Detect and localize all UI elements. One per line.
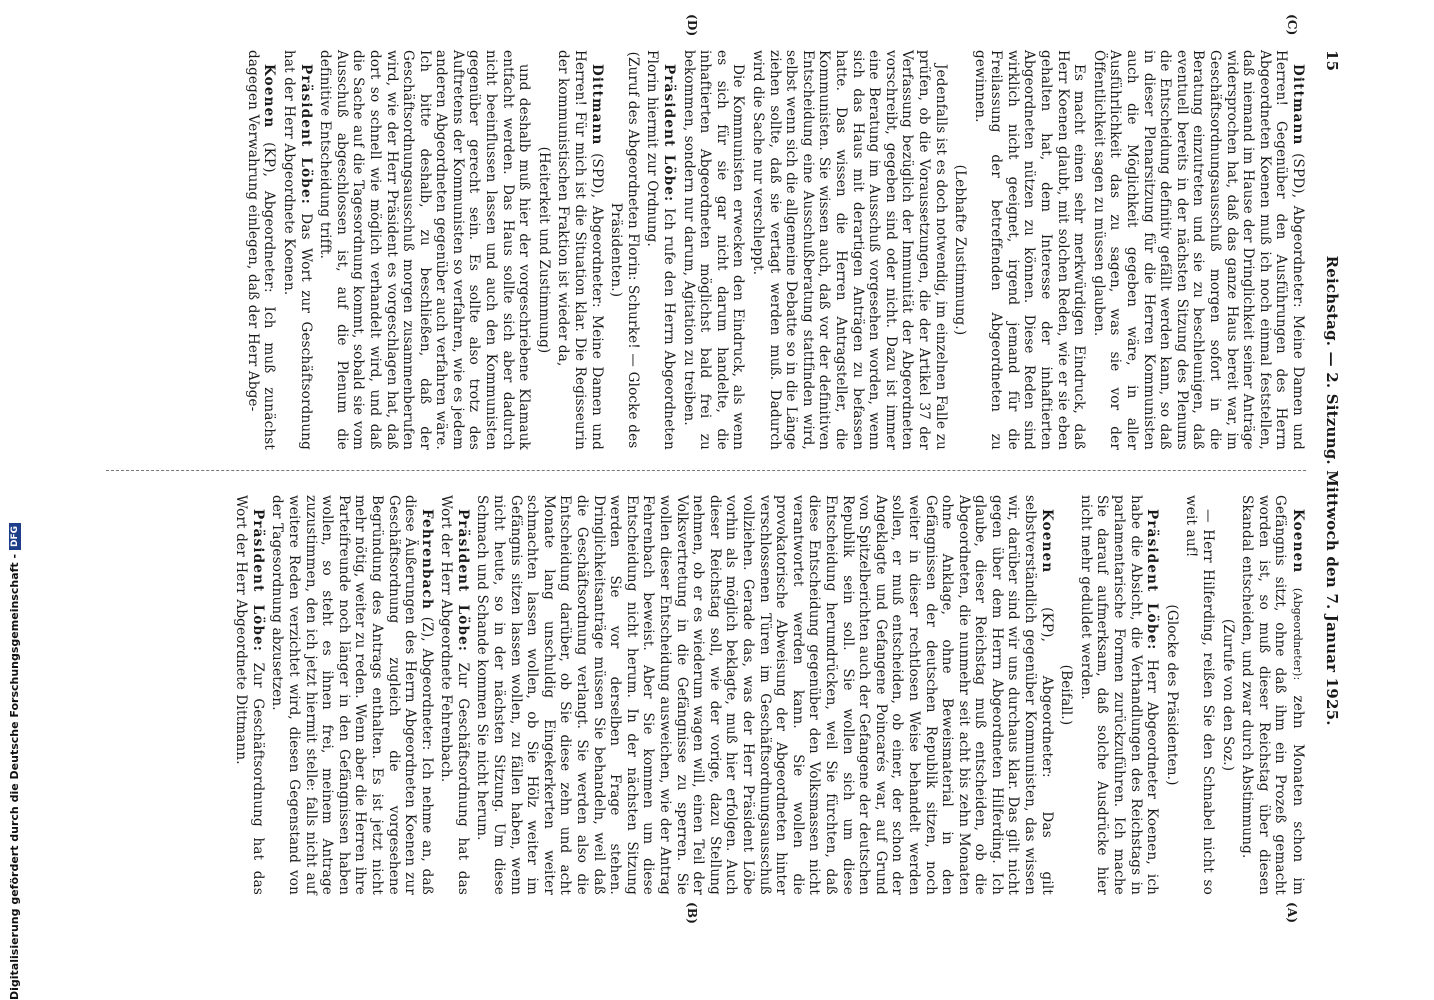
paragraph — [1183, 495, 1216, 895]
speaker-name: Präsident Löbe: — [249, 509, 266, 653]
paragraph-text: Zur Geschäftsordnung hat das Wort der Herr Abgeordnete Fehrenbach. — [438, 495, 471, 895]
paragraph-text: Herr Abgeordneter Koenen, ich habe die Absicht, die Verhandlungen des Reichstags in parlamentarische Formen zurückzuführen. Ich mache Sie darauf aufmerksam, daß solche Ausdrücke hier nicht mehr geduldet werden. — [1077, 495, 1161, 895]
margin-mark-c: (C) — [1285, 14, 1299, 36]
paragraph — [555, 50, 605, 450]
digitization-credit — [8, 523, 21, 1000]
speaker-name: Fehrenbach — [418, 509, 435, 610]
paragraph — [1239, 495, 1306, 895]
text-column-right — [241, 50, 1306, 450]
paragraph — [749, 50, 948, 450]
paragraph-text: (Z), Abgeordneter: Ich nehme an, daß diese Äußerungen des Herrn Abgeordneten Koenen zur Geschäftsordnung zugleich die vorgesehene Begründung des Antrags enthalten. Es ist jetzt nicht mehr nötig, weiter zu reden. Wenn aber die Herren ihre Parteifreunde noch länger in den Gefängnissen haben wollen, so steht es ihnen frei, meinem Antrage zuzustimmen, den ich jetzt hiermit stelle: falls nicht auf weitere Reden verzichtet wird, diesen Gegenstand von der Tagesordnung abzusetzen. — [269, 495, 435, 895]
paragraph-text: (KP), Abgeordneter: Ich muß zunächst dagegen Verwahrung einlegen, daß der Herr Abge- — [244, 50, 278, 450]
paragraph — [474, 495, 1055, 895]
speaker-name: Präsident Löbe: — [661, 64, 678, 203]
speaker-name: Präsident Löbe: — [454, 509, 471, 653]
paragraph-text: (SPD), Abgeordneter: Meine Damen und Herren! Gegenüber den Ausführungen des Herrn Abgeordneten Koenen muß ich noch einmal feststellen, daß niemand im Hause der Dringlichkeit seiner Anträge widersprochen hat, daß das ganze Haus bereit war, im Geschäftsordnungsausschuß morgen sofort in die Beratung einzutreten und sie zu beschleunigen, daß eventuell bereits in der nächsten Sitzung des Plenums die Entscheidung definitiv gefällt werden kann, so daß in dieser Plenarsitzung für die Herren Kommunisten auch die Möglichkeit gegeben wäre, in aller Ausführlichkeit das zu sagen, was sie vor der Öffentlichkeit sagen zu müssen glauben. — [1090, 50, 1306, 450]
paragraph-text: Ich rufe den Herrn Abgeordneten Florin hiermit zur Ordnung. — [644, 50, 678, 450]
speaker-name: Koenen — [1290, 509, 1306, 574]
paragraph — [280, 50, 313, 450]
paragraph — [317, 50, 533, 450]
margin-mark-b: (B) — [685, 902, 699, 925]
paragraph-text: — Herr Hilferding, reißen Sie den Schnabel nicht so weit auf! — [1183, 495, 1217, 895]
text-column-left — [230, 495, 1306, 895]
paragraph — [1090, 50, 1306, 450]
speaker-note: (Abgeordneter): — [1291, 573, 1304, 681]
page-number: 15 — [1323, 50, 1341, 72]
paragraph — [971, 50, 1087, 450]
credit-text: Digitalisierung gefördert durch die Deutsche Forschungsgemeinschaft - — [8, 553, 21, 1000]
margin-mark-a: (A) — [1285, 902, 1299, 924]
paragraph — [1077, 495, 1160, 895]
paragraph-text: und deshalb muß hier der vorgeschriebene Klamauk entfacht werden. Das Haus sollte sich aber dadurch nicht beeinflussen lassen und auch den Kommunisten gegenüber gerecht sein. Es sollte also trotz des Auftretens der Kommunisten so verfahren, wie es jedem anderen Abgeordneten gegenüber auch verfahren wäre. Ich bitte deshalb, zu beschließen, daß der Geschäftsordnungsausschuß morgen zusammenberufen wird, wie der Herr Präsident es vorgeschlagen hat, daß dort so schnell wie möglich verhandelt wird, und daß die Sache auf die Tagesordnung kommt, sobald sie vom Ausschuß abgeschlossen ist, auf die Plenum die definitive Entscheidung trifft. — [317, 50, 533, 450]
paragraph-text: (KP), Abgeordneter: Das gilt selbstverständlich gegenüber Kommunisten, das wissen wir, darüber sind wir uns durchaus klar. Das gilt nicht gegen über dem Herrn Abgeordneten Hilferding. Ich glaube, dieser Reichstag muß entscheiden, ob die Abgeordneten, die nunmehr seit acht bis zehn Monaten ohne Anklage, ohne Beweismaterial in den Gefängnissen der deutschen Republik sitzen, noch weiter in dieser rechtlosen Weise behandelt werden sollen, er muß entscheiden, ob einer, der schon der Angeklagte und Gefangene Poincarés war, auf Grund von Spitzelberichten auch der Gefangene der deutschen Republik sein soll. Sie wollen sich um diese Entscheidung herumdrücken, weil Sie fürchten, daß diese Entscheidung gegenüber den Volksmassen nicht verantwortet werden kann. Sie wollen die provokatorische Abweisung der Abgeordneten hinter verschlossenen Türen im Geschäftsordnungsausschuß vollziehen. Gerade das, was der Herr Präsident Löbe vorhin als möglich beklagte, muß hier erfolgen. Auch dieser Reichstag soll, wie der vorige, dazu Stellung nehmen, ob er es wiederum wagen will, einen Teil der Volksvertretung in die Gefängnisse zu sperren. Sie wollen dieser Entscheidung ausweichen, wie der Antrag Fehrenbach beweist. Aber Sie kommen um diese Entscheidung nicht herum. In der nächsten Sitzung werden Sie vor derselben Frage stehen. Dringlichkeitsanträge müssen Sie behandeln, weil daß die Geschäftsordnung verlangt. Sie werden also die Entscheidung darüber, ob Sie diese zehn und acht Monate lang unschuldig Eingekerkerten weiter schmachten lassen wollen, ob Sie Hölz weiter im Gefängnis sitzen lassen wollen, zu fällen haben, wenn nicht heute, so in der nächsten Sitzung. Um diese Schmach und Schande kommen Sie nicht herum. — [474, 495, 1055, 895]
stage-direction: (Glocke des Präsidenten.) — [1163, 604, 1180, 786]
dfg-logo: DFG — [9, 523, 21, 550]
paragraph-text: Das Wort zur Geschäftsordnung hat der Herr Abgeordnete Koenen. — [280, 50, 314, 450]
paragraph-text: Die Kommunisten erwecken den Eindruck, als wenn es sich für sie gar nicht darum handelte, die inhaftierten Abgeordneten möglichst bald frei zu bekommen, sondern nur darum, Agitation zu treiben. — [680, 50, 747, 450]
rotated-page — [90, 14, 1341, 925]
speaker-name: Präsident Löbe: — [1144, 509, 1161, 651]
running-header — [1318, 50, 1340, 910]
paragraph — [269, 495, 435, 895]
stage-direction: (Zurufe von den Soz.) — [1219, 618, 1236, 772]
stage-direction: (Heiterkeit und Zustimmung) — [535, 146, 552, 354]
speaker-name: Koenen — [1038, 509, 1055, 574]
speaker-name: Koenen — [261, 64, 278, 129]
paragraph-text: Es macht einen sehr merkwürdigen Eindruck, daß Herr Koenen glaubt, mit solchen Reden, wie er sie eben gehalten hat, dem Interesse der inhaftierten Abgeordneten nützen zu können. Diese Reden sind wirklich nicht geeignet, irgend jemand für die Freilassung der betreffenden Abgeordneten zu gewinnen. — [971, 50, 1088, 450]
paragraph — [233, 495, 266, 895]
speaker-name: Dittmann — [588, 64, 605, 146]
paragraph — [438, 495, 471, 895]
speaker-name: Dittmann — [1290, 64, 1306, 146]
header-title: Reichstag. — 2. Sitzung. Mittwoch den 7. Januar 1925. — [1323, 255, 1341, 726]
margin-mark-d: (D) — [685, 14, 699, 37]
stage-direction: (Lebhafte Zustimmung.) — [952, 164, 969, 336]
paragraph — [680, 50, 746, 450]
speaker-name: Präsident Löbe: — [297, 64, 314, 205]
stage-direction: (Zuruf des Abgeordneten Florin: Schurke! — Glocke des Präsidenten.) — [608, 51, 641, 449]
paragraph-text: zehn Monaten schon im Gefängnis sitzt, ohne daß ihm ein Prozeß gemacht worden ist, so muß dieser Reichstag über diesen Skandal entscheiden, und zwar durch Abstimmung. — [1239, 495, 1306, 896]
paragraph-text: Zur Geschäftsordnung hat das Wort der Herr Abgeordnete Dittmann. — [233, 495, 266, 895]
paragraph — [644, 50, 677, 450]
paragraph — [244, 50, 277, 450]
column-divider — [106, 470, 1306, 471]
paragraph-text: Jedenfalls ist es doch notwendig, im einzelnen Falle zu prüfen, ob die Voraussetzungen, die der Artikel 37 der Verfassung bezüglich der Immunität der Abgeordneten vorschreibt, gegeben sind oder nicht. Dazu ist immer eine Beratung im Ausschuß vorgesehen worden, wenn sich das Haus mit derartigen Anträgen zu befassen hatte. Das wissen die Herren Antragsteller, die Kommunisten. Sie wissen auch, daß vor der definitiven Entscheidung eine Ausschußberatung stattfinden wird, selbst wenn sich die allgemeine Debatte so in die Länge ziehen sollte, daß sie vertagt werden muß. Dadurch wird die Sache nur verschleppt. — [750, 50, 949, 450]
stage-direction: (Beifall.) — [1058, 664, 1075, 726]
paragraph-text: (SPD), Abgeordneter: Meine Damen und Herren! Für mich ist die Situation klar. Die Regisseurin der kommunistischen Fraktion ist wieder da, — [555, 50, 605, 450]
